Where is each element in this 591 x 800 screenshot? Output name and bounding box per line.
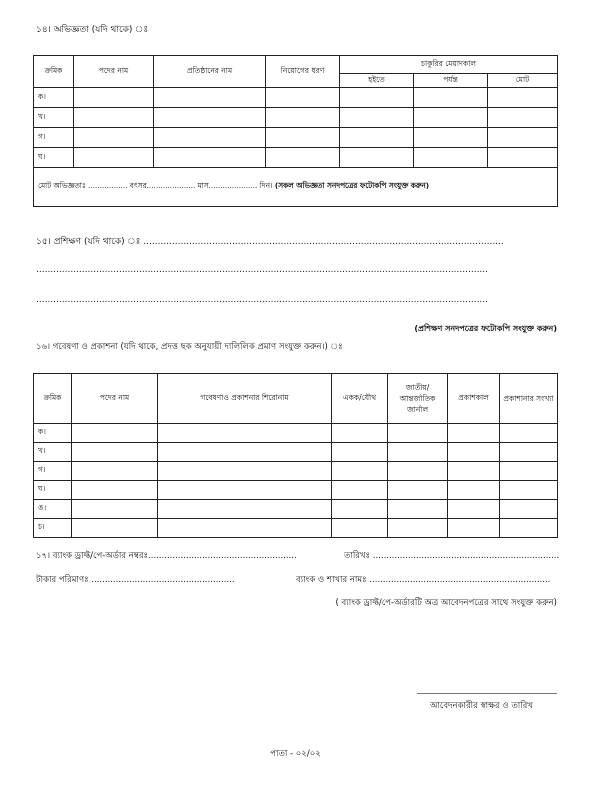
total-experience-label: মোট অভিজ্ঞতাঃ ................. বৎসর..................... মাস..................... দিন। [38, 181, 273, 190]
page-number: পাতা - ০২/০২ [270, 749, 321, 759]
cell[interactable] [332, 500, 388, 519]
table-row [34, 128, 558, 148]
cell[interactable] [414, 148, 488, 168]
cell[interactable] [488, 88, 558, 108]
cell[interactable] [340, 88, 414, 108]
cell[interactable] [72, 481, 158, 500]
cell[interactable] [488, 128, 558, 148]
row-serial: ক। [34, 88, 74, 108]
cell[interactable] [158, 462, 332, 481]
cell[interactable] [72, 462, 158, 481]
table-row [34, 500, 558, 519]
header-research-title: গবেষণাও প্রকাশনার শিরোনাম [158, 374, 332, 424]
row-serial: ঙ। [34, 500, 72, 519]
table-row [34, 443, 558, 462]
research-publication-table [33, 373, 558, 538]
cell[interactable] [500, 500, 558, 519]
header-tenure: চাকুরির মেয়াদকাল [340, 56, 558, 74]
cell[interactable] [340, 128, 414, 148]
bank-draft-number-field[interactable]: ১৭। ব্যাংক ড্রাফ্ট/পে-অর্ডার নম্বরঃ....................................................... [36, 551, 297, 561]
training-note: (প্রশিক্ষণ সনদপত্রের ফটোকপি সংযুক্ত করুন) [414, 324, 557, 333]
cell[interactable] [448, 462, 500, 481]
cell[interactable] [340, 148, 414, 168]
table-row [34, 148, 558, 168]
header-appointment-type: নিয়োগের ধরণ [266, 56, 340, 88]
cell[interactable] [488, 148, 558, 168]
cell[interactable] [158, 519, 332, 538]
signature-label: আবেদনকারীর স্বাক্ষর ও তারিখ [430, 701, 533, 711]
cell[interactable] [340, 108, 414, 128]
cell[interactable] [414, 88, 488, 108]
cell[interactable] [500, 462, 558, 481]
row-serial: গ। [34, 462, 72, 481]
table-row [34, 481, 558, 500]
cell[interactable] [388, 424, 448, 443]
cell[interactable] [154, 108, 266, 128]
row-serial: ঘ। [34, 148, 74, 168]
cell[interactable] [266, 148, 340, 168]
cell[interactable] [266, 88, 340, 108]
header-serial: ক্রমিক [34, 56, 74, 88]
header-journal: জাতীয়/ আন্তর্জাতিক জার্নাল [388, 374, 448, 424]
cell[interactable] [74, 148, 154, 168]
cell[interactable] [448, 519, 500, 538]
experience-table [33, 55, 558, 207]
cell[interactable] [332, 443, 388, 462]
cell[interactable] [72, 443, 158, 462]
header-post-name: পদের নাম [74, 56, 154, 88]
training-line-2[interactable]: .............................................................................................................................................................. [36, 265, 489, 275]
cell[interactable] [158, 481, 332, 500]
header-total: মোট [488, 74, 558, 88]
cell[interactable] [388, 519, 448, 538]
cell[interactable] [414, 108, 488, 128]
cell[interactable] [388, 462, 448, 481]
cell[interactable] [448, 481, 500, 500]
header-from: হইতে [340, 74, 414, 88]
bank-draft-date-field[interactable]: তারিখঃ ..................................................................... [344, 551, 560, 561]
cell[interactable] [72, 500, 158, 519]
cell[interactable] [500, 424, 558, 443]
cell[interactable] [388, 500, 448, 519]
cell[interactable] [500, 519, 558, 538]
training-line-1: .............................................................................................................................. [143, 237, 504, 247]
cell[interactable] [266, 108, 340, 128]
section-16-title: ১৬। গবেষণা ও প্রকাশনা (যদি থাকে, প্রদত্ত ছক অনুযায়ী দালিলিক প্রমাণ সংযুক্ত করুন।) ঃ [36, 342, 343, 352]
cell[interactable] [500, 443, 558, 462]
row-serial: খ। [34, 108, 74, 128]
cell[interactable] [74, 128, 154, 148]
table-row [34, 519, 558, 538]
table-row [34, 462, 558, 481]
row-serial: খ। [34, 443, 72, 462]
total-experience-row[interactable] [34, 168, 558, 207]
cell[interactable] [332, 481, 388, 500]
cell[interactable] [154, 88, 266, 108]
bank-branch-field[interactable]: ব্যাংক ও শাখার নামঃ ................................................................... [296, 575, 551, 585]
cell[interactable] [72, 424, 158, 443]
cell[interactable] [266, 128, 340, 148]
header-to: পর্যন্ত [414, 74, 488, 88]
cell[interactable] [448, 500, 500, 519]
cell[interactable] [414, 128, 488, 148]
cell[interactable] [332, 462, 388, 481]
header-post-name: পদের নাম [72, 374, 158, 424]
row-serial: গ। [34, 128, 74, 148]
section-14-title: ১৪। অভিজ্ঞতা (যদি থাকে) ঃ [36, 25, 149, 35]
cell[interactable] [154, 128, 266, 148]
cell[interactable] [388, 443, 448, 462]
cell[interactable] [332, 424, 388, 443]
bank-draft-note: ( ব্যাংক ড্রাফ্ট/পে-অর্ডারটি অত্র আবেদনপত্রের সাথে সংযুক্ত করুন) [335, 598, 557, 608]
cell[interactable] [74, 108, 154, 128]
section-15-title: ১৫। প্রশিক্ষণ (যদি থাকে) ঃ [36, 237, 141, 247]
header-publication-time: প্রকাশকাল [448, 374, 500, 424]
cell[interactable] [500, 481, 558, 500]
cell[interactable] [74, 88, 154, 108]
cell[interactable] [448, 443, 500, 462]
header-publication-count: প্রকাশানার সংখ্যা [500, 374, 558, 424]
row-serial: ক। [34, 424, 72, 443]
training-line-3[interactable]: .............................................................................................................................................................. [36, 295, 489, 305]
section-15-training[interactable] [36, 234, 504, 249]
table-row [34, 424, 558, 443]
table-row [34, 108, 558, 128]
cell[interactable] [388, 481, 448, 500]
cell[interactable] [158, 443, 332, 462]
cell[interactable] [154, 148, 266, 168]
signature-line[interactable] [417, 693, 557, 694]
header-institution: প্রতিষ্ঠানের নাম [154, 56, 266, 88]
cell[interactable] [158, 500, 332, 519]
row-serial: চ। [34, 519, 72, 538]
cell[interactable] [488, 108, 558, 128]
header-single-joint: একক/যৌথ [332, 374, 388, 424]
cell[interactable] [332, 519, 388, 538]
row-serial: ঘ। [34, 481, 72, 500]
table-row [34, 88, 558, 108]
cell[interactable] [158, 424, 332, 443]
cell[interactable] [448, 424, 500, 443]
cell[interactable] [72, 519, 158, 538]
amount-field[interactable]: টাকার পরিমাণঃ ..................................................... [36, 575, 235, 585]
total-experience-note: (সকল অভিজ্ঞতা সনদপত্রের ফটোকপি সংযুক্ত করুন) [274, 181, 430, 190]
header-serial: ক্রমিক [34, 374, 72, 424]
